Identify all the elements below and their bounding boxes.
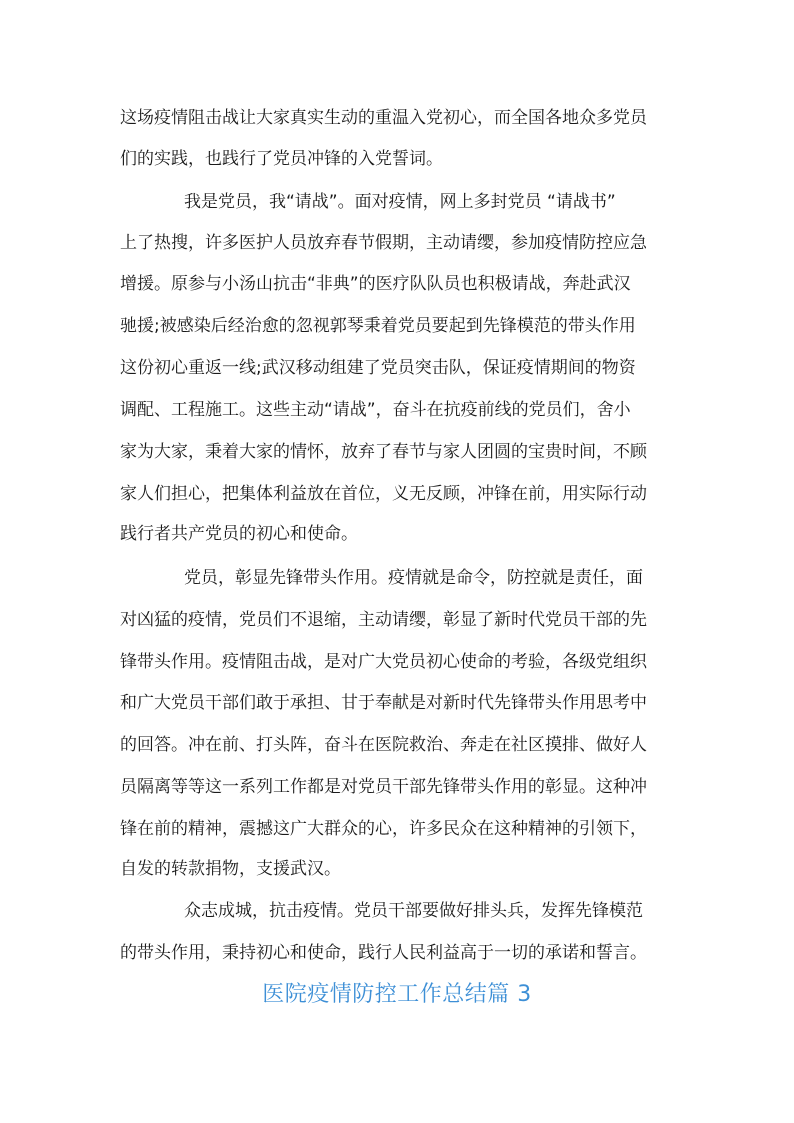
paragraph-line: 驰援;被感染后经治愈的忽视郭琴秉着党员要起到先锋模范的带头作用	[120, 316, 636, 336]
paragraph-line: 上了热搜，许多医护人员放弃春节假期，主动请缨，参加疫情防控应急	[120, 233, 647, 253]
paragraph-line: 家为大家，秉着大家的情怀，放弃了春节与家人团圆的宝贵时间，不顾	[120, 442, 647, 462]
paragraph-line: 员隔离等等这一系列工作都是对党员干部先锋带头作用的彰显。这种冲	[120, 777, 647, 797]
paragraph-line: 家人们担心，把集体利益放在首位，义无反顾，冲锋在前，用实际行动	[120, 484, 647, 504]
paragraph-line: 和广大党员干部们敢于承担、甘于奉献是对新时代先锋带头作用思考中	[120, 693, 647, 713]
paragraph-line: 这场疫情阻击战让大家真实生动的重温入党初心，而全国各地众多党员	[120, 108, 647, 128]
paragraph-line: 自发的转款捐物，支援武汉。	[120, 859, 341, 879]
section-heading: 医院疫情防控工作总结篇 3	[262, 982, 532, 1007]
paragraph-line: 我是党员，我“请战”。面对疫情，网上多封党员 “请战书”	[184, 192, 616, 212]
paragraph-line: 们的实践，也践行了党员冲锋的入党誓词。	[120, 149, 443, 169]
paragraph-line: 践行者共产党员的初心和使命。	[120, 524, 358, 544]
paragraph-line: 锋在前的精神，震撼这广大群众的心，许多民众在这种精神的引领下，	[120, 819, 647, 839]
paragraph-line: 的回答。冲在前、打头阵，奋斗在医院救治、奔走在社区摸排、做好人	[120, 735, 647, 755]
paragraph-line: 这份初心重返一线;武汉移动组建了党员突击队，保证疫情期间的物资	[120, 358, 636, 378]
paragraph-line: 增援。原参与小汤山抗击“非典”的医疗队队员也积极请战，奔赴武汉	[120, 274, 631, 294]
paragraph-line: 调配、工程施工。这些主动“请战”，奋斗在抗疫前线的党员们，舍小	[120, 400, 631, 420]
paragraph-line: 锋带头作用。疫情阻击战，是对广大党员初心使命的考验，各级党组织	[120, 652, 647, 672]
paragraph-line: 的带头作用，秉持初心和使命，践行人民利益高于一切的承诺和誓言。	[120, 943, 647, 963]
paragraph-line: 党员，彰显先锋带头作用。疫情就是命令，防控就是责任，面	[184, 568, 643, 588]
paragraph-line: 众志成城，抗击疫情。党员干部要做好排头兵，发挥先锋模范	[184, 901, 643, 921]
paragraph-line: 对凶猛的疫情，党员们不退缩，主动请缨，彰显了新时代党员干部的先	[120, 610, 647, 630]
